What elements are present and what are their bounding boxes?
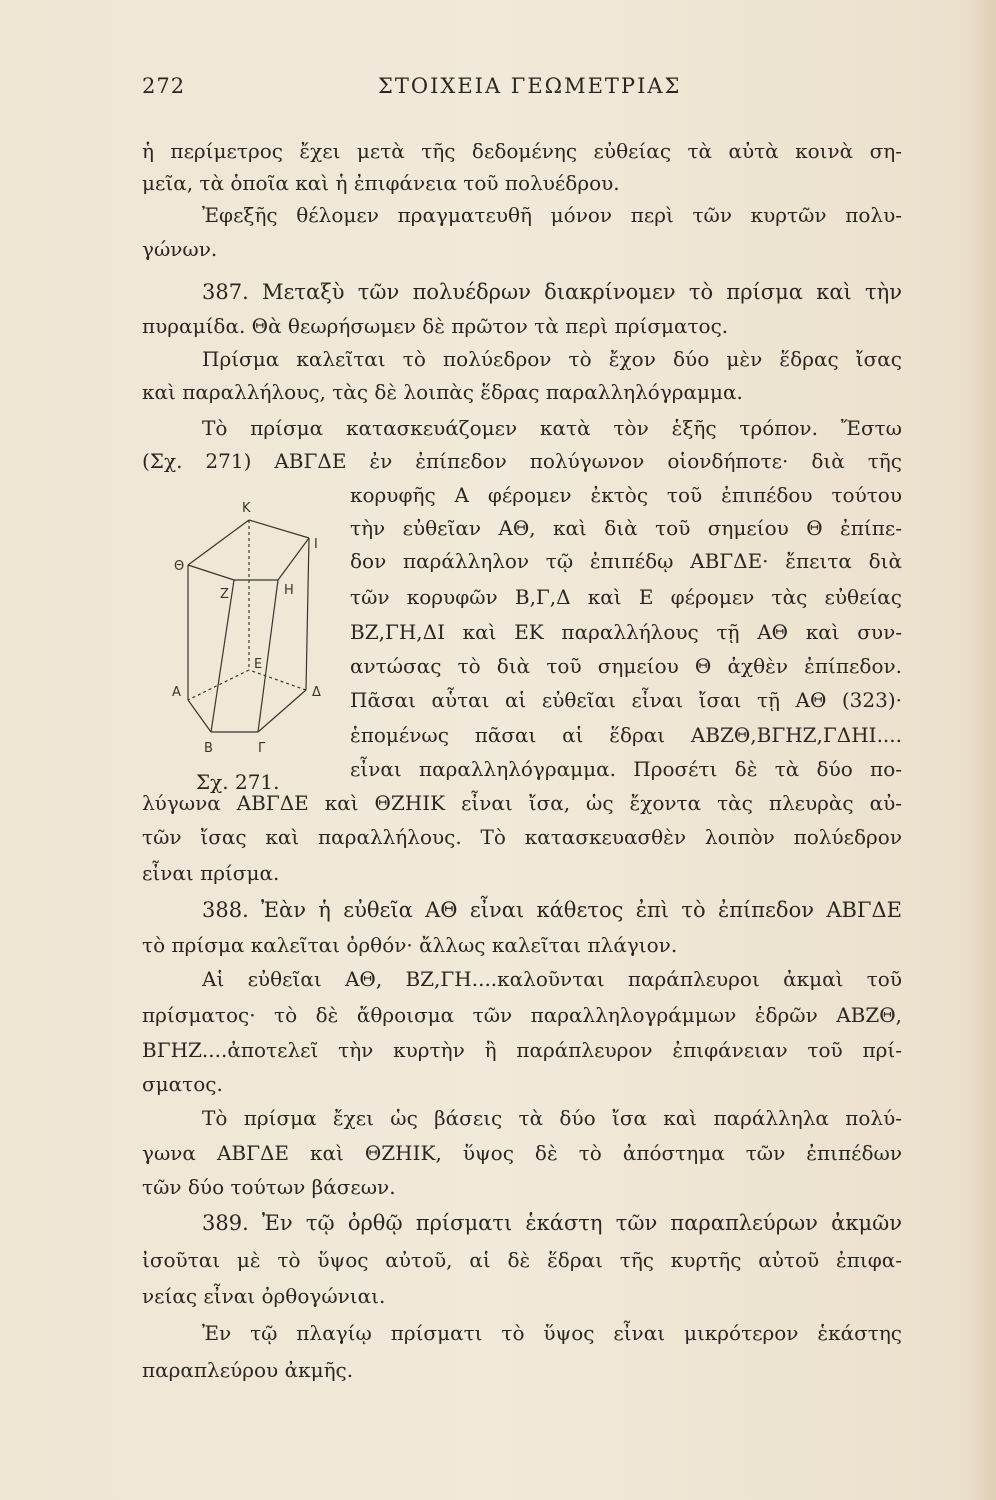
text-line: ΒΖ,ΓΗ,ΔΙ καὶ ΕΚ παραλλήλους τῇ ΑΘ καὶ συν- [350, 620, 902, 644]
text-line: ἑπομένως πᾶσαι αἱ ἕδραι ΑΒΖΘ,ΒΓΗΖ,ΓΔΗΙ.... [350, 723, 902, 747]
page-number: 272 [142, 74, 186, 98]
text-line: μεῖα, τὰ ὁποῖα καὶ ἡ ἐπιφάνεια τοῦ πολυέδρου. [142, 171, 620, 195]
text-line: ἰσοῦται μὲ τὸ ὕψος αὐτοῦ, αἱ δὲ ἕδραι τῆς κυρτῆς αὐτοῦ ἐπιφα- [142, 1248, 902, 1272]
text-line: εἶναι παραλληλόγραμμα. Προσέτι δὲ τὰ δύο πο- [350, 757, 902, 781]
text-line: τῶν δύο τούτων βάσεων. [142, 1175, 396, 1199]
edge-gamma-eta [258, 580, 278, 732]
edge-delta-iota [306, 538, 309, 690]
label-gamma: Γ [258, 741, 266, 756]
text-line: δον παράλληλον τῷ ἐπιπέδῳ ΑΒΓΔΕ· ἔπειτα διὰ [350, 549, 902, 573]
edge-gamma-delta [258, 690, 306, 732]
label-iota: Ι [314, 537, 318, 552]
text-line: αντώσας τὸ διὰ τοῦ σημείου Θ ἀχθὲν ἐπίπεδον. [350, 654, 902, 678]
text-line: εἶναι πρίσμα. [142, 861, 280, 885]
label-theta: Θ [174, 559, 185, 574]
edge-alpha-beta [188, 700, 211, 732]
prism-figure [146, 490, 356, 765]
text-line: πρίσματος· τὸ δὲ ἄθροισμα τῶν παραλληλογράμμων ἑδρῶν ΑΒΖΘ, [142, 1003, 902, 1027]
text-line: Τὸ πρίσμα ἔχει ὡς βάσεις τὰ δύο ἴσα καὶ παράλληλα πολύ- [202, 1106, 902, 1130]
page-edge-shadow [966, 0, 996, 1500]
text-line: ἡ περίμετρος ἔχει μετὰ τῆς δεδομένης εὐθείας τὰ αὐτὰ κοινὰ ση- [142, 139, 902, 163]
text-line: γωνα ΑΒΓΔΕ καὶ ΘΖΗΙΚ, ὕψος δὲ τὸ ἀπόστημα τῶν ἐπιπέδων [142, 1141, 902, 1165]
text-line: Πρίσμα καλεῖται τὸ πολύεδρον τὸ ἔχον δύο μὲν ἕδρας ἴσας [202, 347, 902, 371]
text-line: (Σχ. 271) ΑΒΓΔΕ ἐν ἐπίπεδον πολύγωνον οἱονδήποτε· διὰ τῆς [142, 449, 902, 473]
edge-kappa-iota [249, 520, 309, 538]
text-line: 388. Ἐὰν ἡ εὐθεῖα ΑΘ εἶναι κάθετος ἐπὶ τὸ ἐπίπεδον ΑΒΓΔΕ [202, 898, 902, 922]
page-header [0, 74, 996, 104]
text-line: παραπλεύρου ἀκμῆς. [142, 1358, 354, 1382]
label-beta: Β [204, 741, 213, 756]
edge-beta-zeta [211, 580, 234, 732]
figure-caption: Σχ. 271. [196, 770, 280, 794]
running-title: ΣΤΟΙΧΕΙΑ ΓΕΩΜΕΤΡΙΑΣ [378, 74, 682, 98]
label-delta: Δ [312, 685, 321, 700]
edge-delta-epsilon [249, 670, 306, 690]
text-line: Πᾶσαι αὗται αἱ εὐθεῖαι εἶναι ἴσαι τῇ ΑΘ (323)· [350, 688, 902, 712]
text-line: σματος. [142, 1072, 223, 1096]
label-alpha: Α [172, 685, 181, 700]
text-line: κορυφῆς Α φέρομεν ἐκτὸς τοῦ ἐπιπέδου τούτου [350, 483, 902, 507]
label-kappa: Κ [242, 501, 251, 516]
text-line: ΒΓΗΖ....ἀποτελεῖ τὴν κυρτὴν ἢ παράπλευρον ἐπιφάνειαν τοῦ πρί- [142, 1038, 902, 1062]
text-line: τὴν εὐθεῖαν ΑΘ, καὶ διὰ τοῦ σημείου Θ ἐπίπε- [350, 516, 902, 540]
text-line: τὸ πρίσμα καλεῖται ὀρθόν· ἄλλως καλεῖται πλάγιον. [142, 933, 678, 957]
text-line: καὶ παραλλήλους, τὰς δὲ λοιπὰς ἕδρας παραλληλόγραμμα. [142, 380, 743, 404]
edge-iota-eta [278, 538, 309, 580]
text-line: νείας εἶναι ὀρθογώνιαι. [142, 1284, 386, 1308]
label-epsilon: Ε [254, 657, 263, 672]
edge-theta-kappa [188, 520, 249, 565]
text-line: πυραμίδα. Θὰ θεωρήσωμεν δὲ πρῶτον τὰ περὶ πρίσματος. [142, 314, 729, 338]
text-line: τῶν κορυφῶν Β,Γ,Δ καὶ Ε φέρομεν τὰς εὐθείας [350, 585, 902, 609]
label-eta: Η [284, 583, 294, 598]
text-line: τῶν ἴσας καὶ παραλλήλους. Τὸ κατασκευασθὲν λοιπὸν πολύεδρον [142, 825, 902, 849]
text-line: Τὸ πρίσμα κατασκευάζομεν κατὰ τὸν ἑξῆς τρόπον. Ἔστω [202, 416, 902, 440]
edge-zeta-theta [188, 565, 234, 580]
label-zeta: Ζ [220, 587, 229, 602]
text-line: λύγωνα ΑΒΓΔΕ καὶ ΘΖΗΙΚ εἶναι ἴσα, ὡς ἔχοντα τὰς πλευρὰς αὐ- [142, 791, 902, 815]
text-line: Ἐφεξῆς θέλομεν πραγματευθῆ μόνον περὶ τῶν κυρτῶν πολυ- [202, 203, 902, 227]
text-line: γώνων. [142, 237, 218, 261]
text-line: 389. Ἐν τῷ ὀρθῷ πρίσματι ἑκάστη τῶν παραπλεύρων ἀκμῶν [202, 1211, 902, 1235]
text-line: 387. Μεταξὺ τῶν πολυέδρων διακρίνομεν τὸ πρίσμα καὶ τὴν [202, 280, 902, 304]
text-line: Ἐν τῷ πλαγίῳ πρίσματι τὸ ὕψος εἶναι μικρότερον ἑκάστης [202, 1321, 902, 1345]
text-line: Αἱ εὐθεῖαι ΑΘ, ΒΖ,ΓΗ....καλοῦνται παράπλευροι ἀκμαὶ τοῦ [202, 967, 902, 991]
